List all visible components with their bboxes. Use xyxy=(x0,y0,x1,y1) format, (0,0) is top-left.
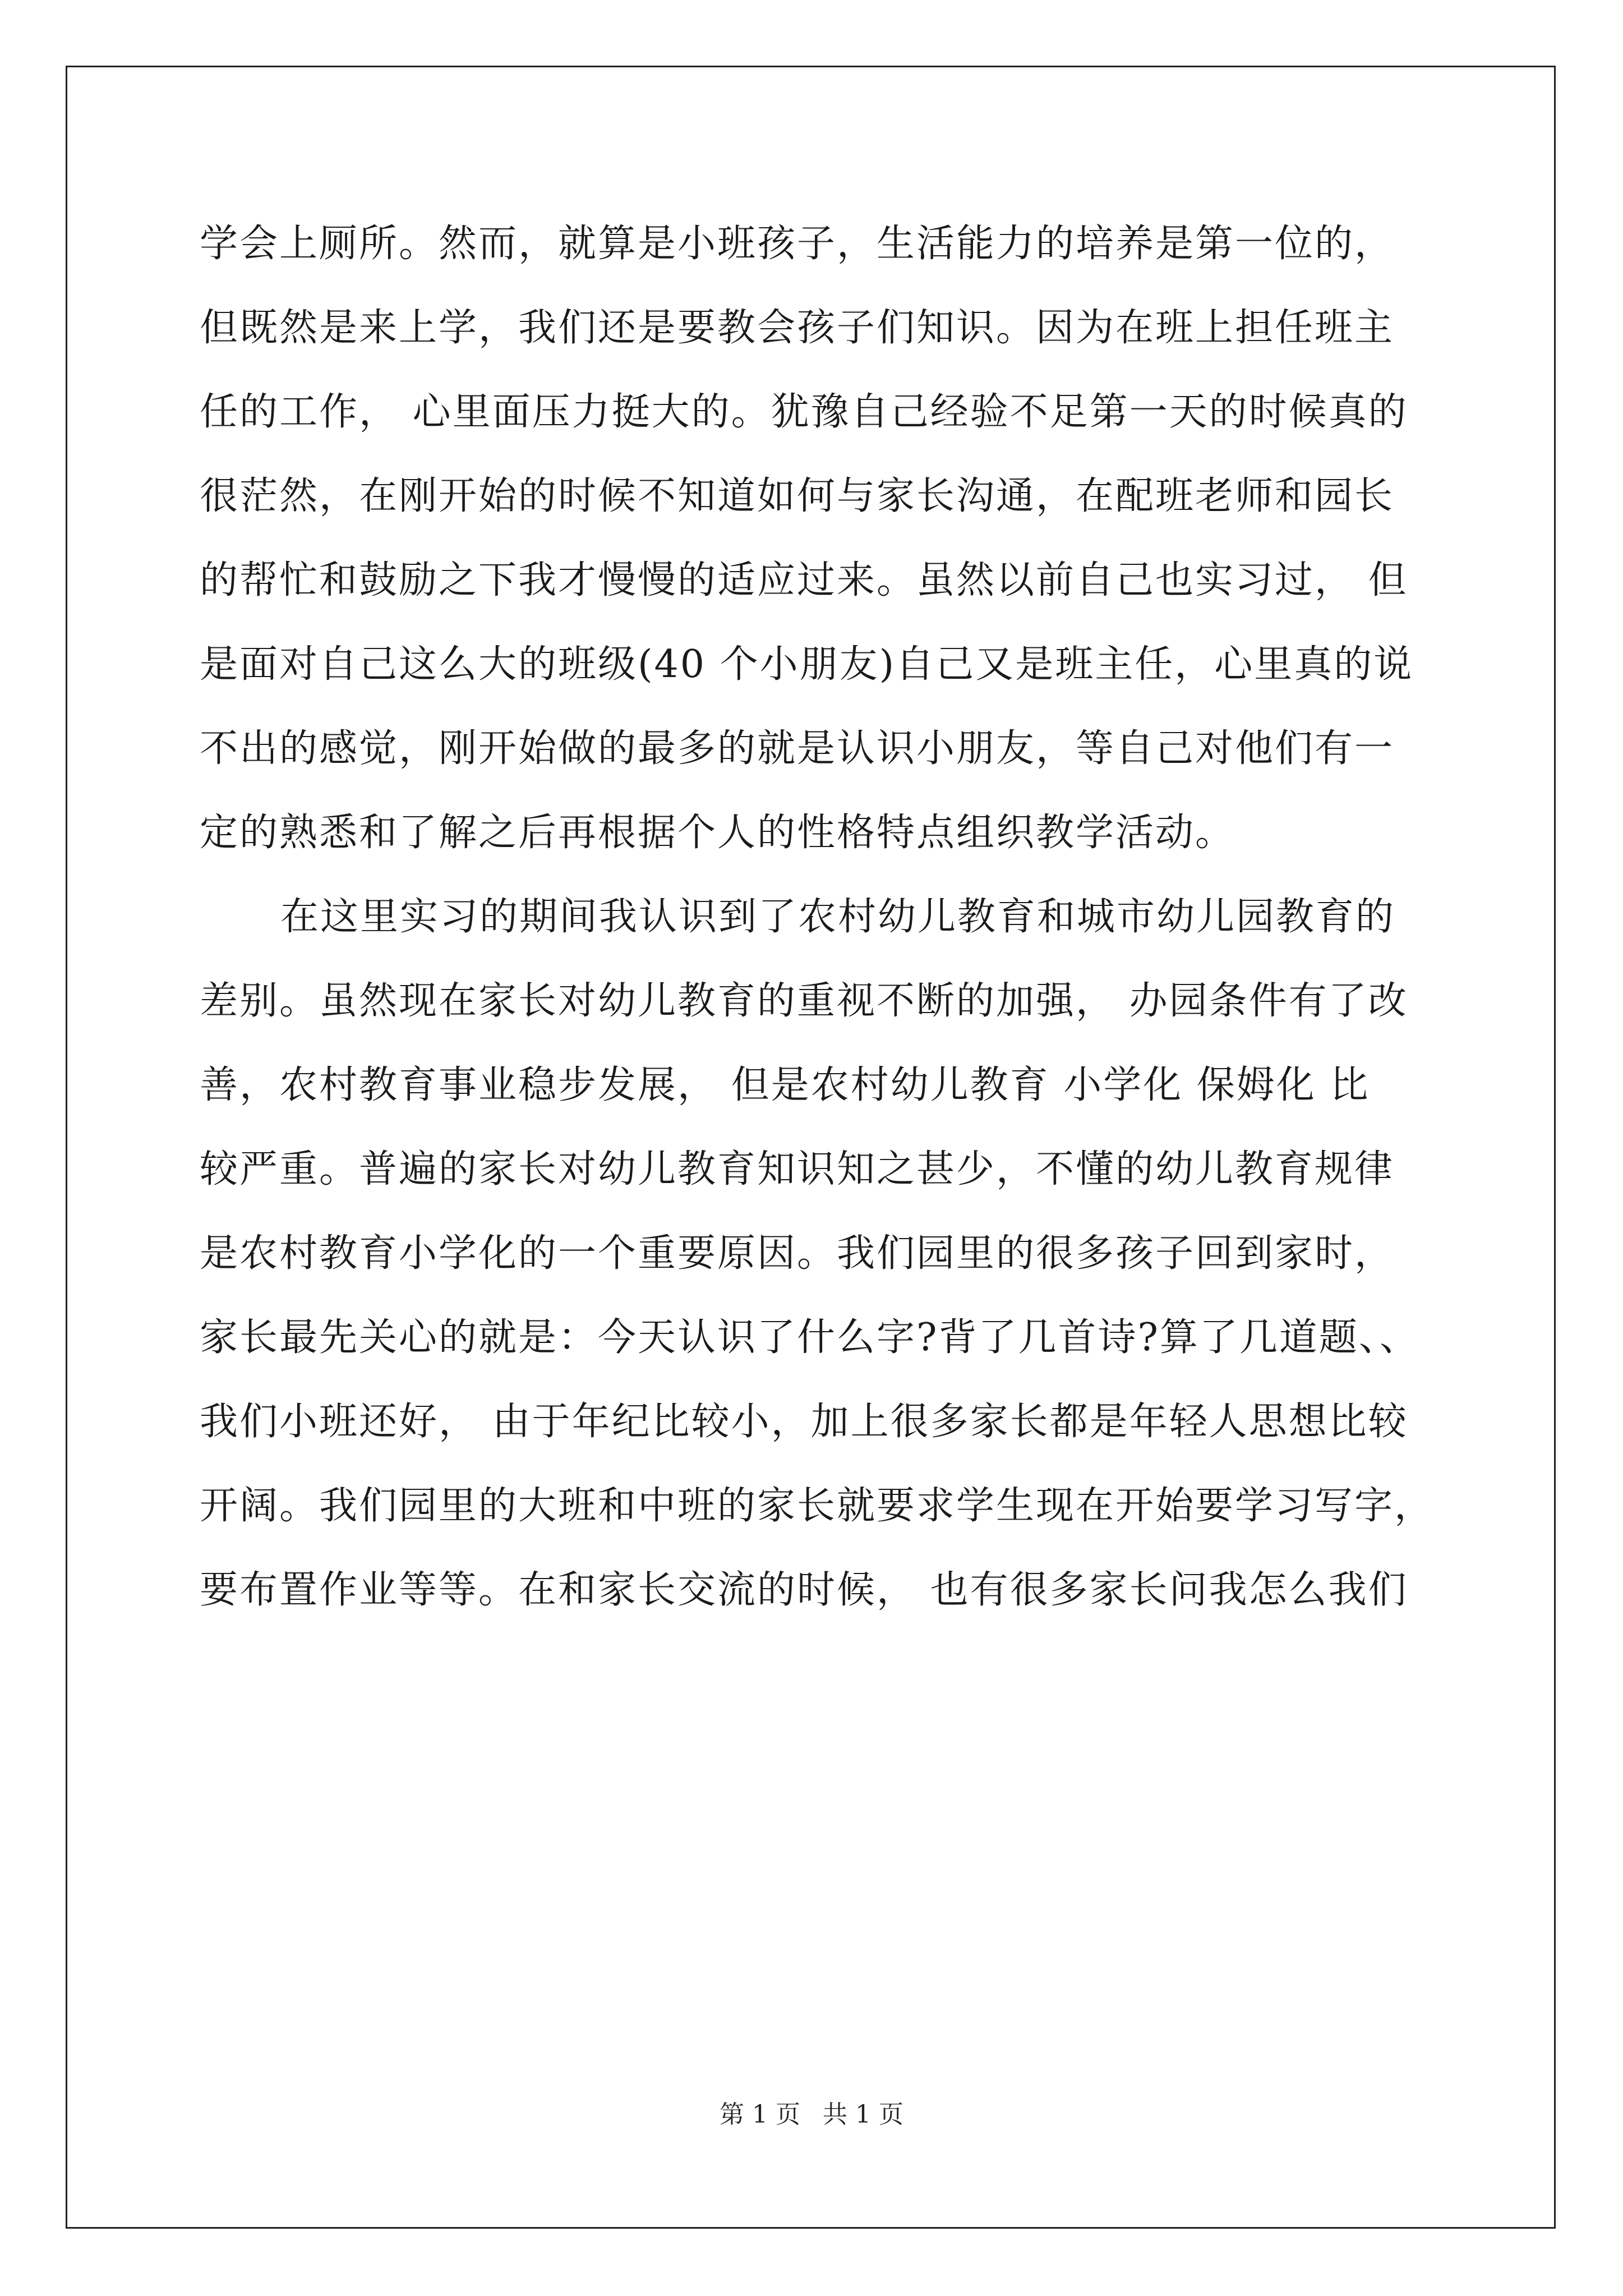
text-line: 我们小班还好， 由于年纪比较小，加上很多家长都是年轻人思想比较 xyxy=(200,1400,1408,1444)
text-line: 很茫然，在刚开始的时候不知道如何与家长沟通，在配班老师和园长 xyxy=(200,474,1395,518)
paragraph-start-line: 在这里实习的期间我认识到了农村幼儿教育和城市幼儿园教育的 xyxy=(280,895,1396,939)
text-line: 但既然是来上学，我们还是要教会孩子们知识。因为在班上担任班主 xyxy=(200,306,1395,350)
document-body xyxy=(200,202,1435,1632)
text-line: 善，农村教育事业稳步发展， 但是农村幼儿教育 小学化 保姆化 比 xyxy=(200,1063,1370,1107)
text-line: 差别。虽然现在家长对幼儿教育的重视不断的加强， 办园条件有了改 xyxy=(200,979,1408,1023)
text-line: 要布置作业等等。在和家长交流的时候， 也有很多家长问我怎么我们 xyxy=(200,1568,1408,1612)
text-line: 任的工作， 心里面压力挺大的。犹豫自己经验不足第一天的时候真的 xyxy=(200,390,1408,434)
text-line: 定的熟悉和了解之后再根据个人的性格特点组织教学活动。 xyxy=(200,811,1235,855)
page-footer xyxy=(0,2098,1623,2132)
text-line: 开阔。我们园里的大班和中班的家长就要求学生现在开始要学习写字， xyxy=(200,1484,1435,1528)
text-line: 较严重。普遍的家长对幼儿教育知识知之甚少，不懂的幼儿教育规律 xyxy=(200,1147,1395,1191)
text-line: 家长最先关心的就是：今天认识了什么字?背了几首诗?算了几道题、、 xyxy=(200,1315,1419,1360)
text-line: 的帮忙和鼓励之下我才慢慢的适应过来。虽然以前自己也实习过， 但 xyxy=(200,558,1408,602)
text-line: 是农村教育小学化的一个重要原因。我们园里的很多孩子回到家时， xyxy=(200,1231,1395,1276)
text-line: 不出的感觉，刚开始做的最多的就是认识小朋友，等自己对他们有一 xyxy=(200,726,1395,771)
text-line: 是面对自己这么大的班级(40 个小朋友)自己又是班主任，心里真的说 xyxy=(200,642,1414,687)
page-total: 共 1 页 xyxy=(823,2100,903,2129)
page-number: 第 1 页 xyxy=(720,2100,800,2129)
text-line: 学会上厕所。然而，就算是小班孩子，生活能力的培养是第一位的， xyxy=(200,222,1395,266)
